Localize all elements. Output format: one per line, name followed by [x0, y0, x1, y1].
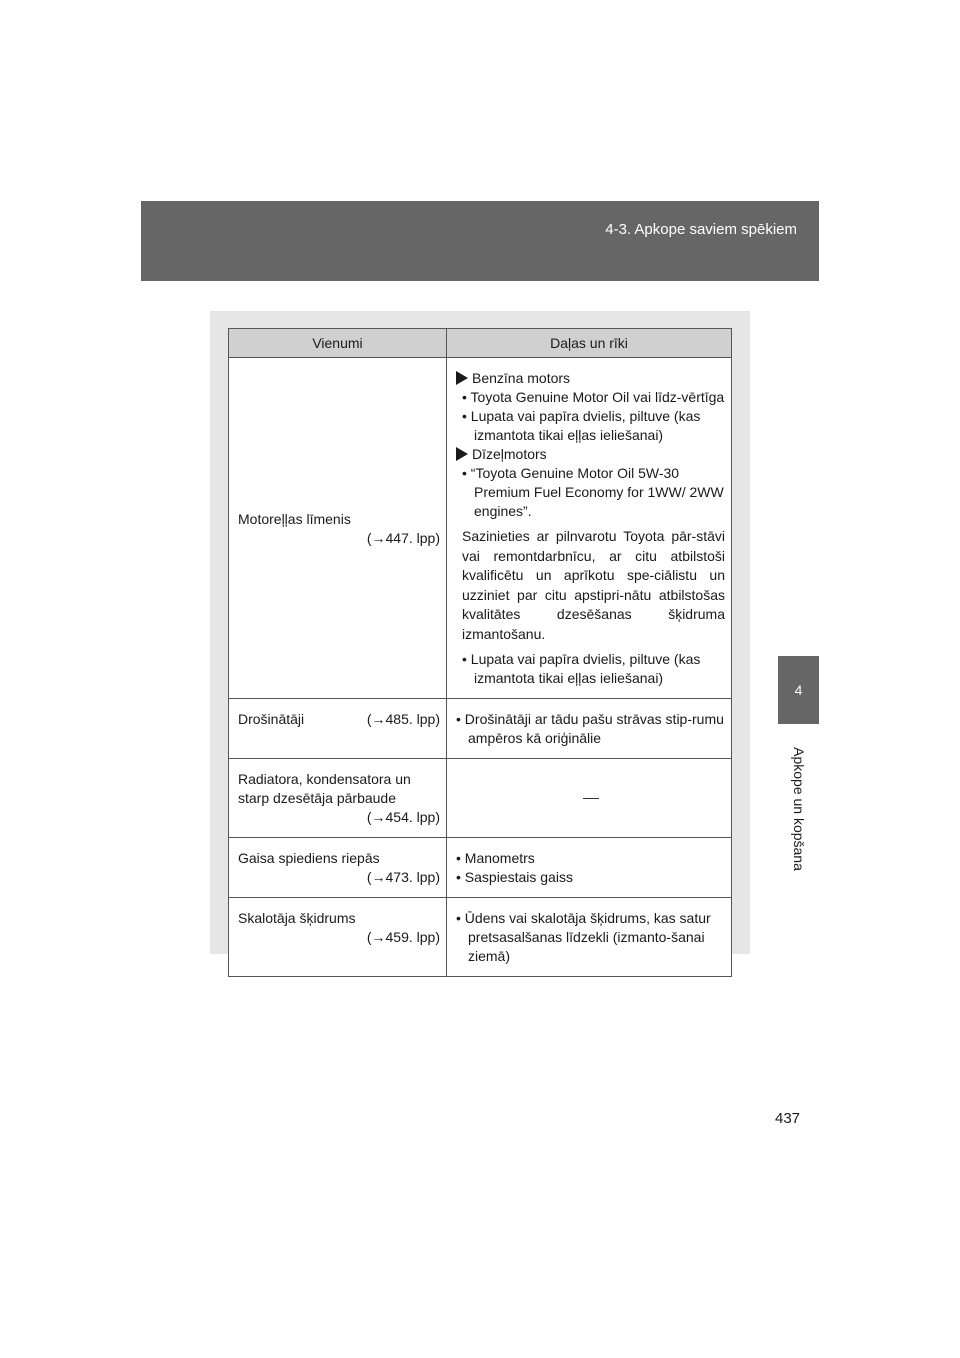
parts-cell — [447, 898, 732, 977]
list-item: • Lupata vai papīra dvielis, piltuve (kas izmantota tikai eļļas ieliešanai) — [462, 651, 701, 686]
triangle-bullet-icon — [456, 371, 468, 385]
chapter-label: Apkope un kopšana — [790, 747, 807, 871]
maintenance-table — [228, 328, 732, 977]
chapter-label-tab — [778, 724, 819, 894]
parts-cell — [447, 358, 732, 699]
table-row — [229, 759, 732, 838]
page-reference: (→459. lpp) — [366, 929, 440, 945]
chapter-number-tab: 4 — [778, 656, 819, 724]
parts-cell-empty — [447, 759, 732, 838]
item-label: Radiatora, kondensatora un starp dzesētāja pārbaude — [238, 771, 411, 806]
page-reference: (→485. lpp) — [366, 711, 440, 727]
header-items: Vienumi — [229, 329, 447, 358]
list-item: • “Toyota Genuine Motor Oil 5W-30 Premium Fuel Economy for 1WW/ 2WW engines”. — [462, 465, 724, 519]
page-reference: (→454. lpp) — [366, 809, 440, 825]
header-bar — [141, 201, 819, 281]
list-item: • Ūdens vai skalotāja šķidrums, kas satur pretsasalšanas līdzekli (izmanto-šanai ziemā) — [456, 910, 711, 964]
table-row — [229, 699, 732, 759]
item-cell — [229, 838, 447, 898]
item-cell — [229, 358, 447, 699]
page-number: 437 — [775, 1110, 801, 1127]
list-item: • Manometrs — [456, 850, 535, 866]
page-reference: (→473. lpp) — [366, 869, 440, 885]
table-row — [229, 838, 732, 898]
table-row — [229, 898, 732, 977]
item-label: Skalotāja šķidrums — [238, 910, 356, 926]
triangle-bullet-icon — [456, 447, 468, 461]
table-row — [229, 358, 732, 699]
item-label: Drošinātāji — [238, 711, 305, 727]
item-cell — [229, 898, 447, 977]
dash-icon — [583, 798, 599, 799]
header-parts-tools: Daļas un rīki — [447, 329, 732, 358]
item-cell — [229, 699, 447, 759]
item-label: Motoreļļas līmenis — [238, 510, 351, 527]
diesel-engine-heading: Dīzeļmotors — [456, 445, 725, 464]
diesel-note: Sazinieties ar pilnvarotu Toyota pār-stāvi vai remontdarbnīcu, ar citu atbilstoši kvalificētu un aprīkotu spe-ciālistu un uzziniet par citu apstipri-nātu atbilstošas kvalitātes dzesēšanas šķidruma izmantošanu. — [462, 528, 725, 642]
parts-cell — [447, 699, 732, 759]
list-item: • Drošinātāji ar tādu pašu strāvas stip-rumu ampēros kā oriģinālie — [456, 711, 724, 746]
item-cell — [229, 759, 447, 838]
table-header-row — [229, 329, 732, 358]
list-item: • Toyota Genuine Motor Oil vai līdz-vērtīga — [462, 389, 725, 405]
page-reference: (→447. lpp) — [366, 529, 440, 546]
petrol-engine-heading: Benzīna motors — [456, 369, 725, 388]
item-label: Gaisa spiediens riepās — [238, 850, 380, 866]
list-item: • Saspiestais gaiss — [456, 869, 573, 885]
section-title: 4-3. Apkope saviem spēkiem — [605, 221, 797, 238]
list-item: • Lupata vai papīra dvielis, piltuve (kas izmantota tikai eļļas ieliešanai) — [462, 408, 701, 443]
parts-cell — [447, 838, 732, 898]
